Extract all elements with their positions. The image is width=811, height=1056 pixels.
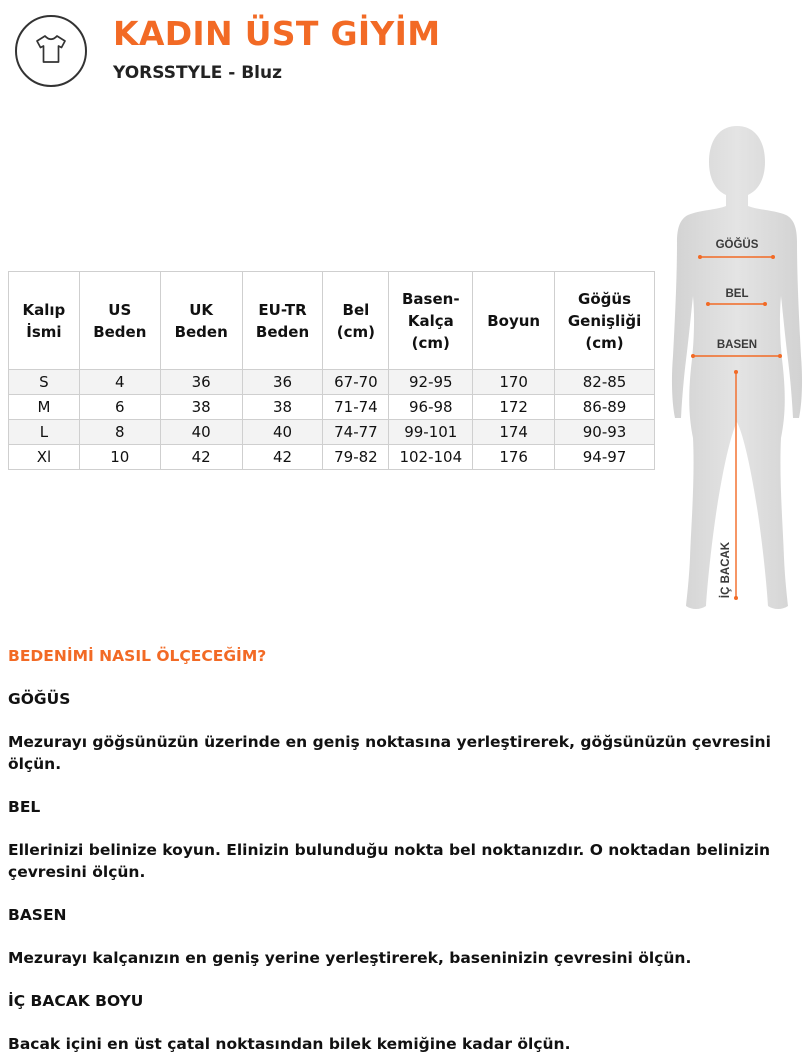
table-cell: 102-104 bbox=[389, 445, 473, 470]
label-chest: GÖĞÜS bbox=[715, 239, 759, 251]
table-cell: 94-97 bbox=[555, 445, 655, 470]
table-cell: 82-85 bbox=[555, 370, 655, 395]
chest-marker-dot bbox=[771, 255, 775, 259]
page-title: KADIN ÜST GİYİM bbox=[113, 14, 441, 53]
body-silhouette bbox=[672, 126, 802, 609]
table-cell: S bbox=[9, 370, 80, 395]
label-hip: BASEN bbox=[716, 339, 758, 351]
table-row bbox=[9, 395, 655, 420]
table-cell: 176 bbox=[473, 445, 555, 470]
section-title-waist: BEL bbox=[8, 798, 41, 816]
table-cell: M bbox=[9, 395, 80, 420]
header-uk-beden: UK Beden bbox=[160, 272, 242, 370]
waist-marker-dot bbox=[706, 302, 710, 306]
table-cell: 71-74 bbox=[323, 395, 389, 420]
chest-marker-dot bbox=[698, 255, 702, 259]
table-cell: 172 bbox=[473, 395, 555, 420]
table-cell: 40 bbox=[160, 420, 242, 445]
table-row bbox=[9, 445, 655, 470]
table-cell: 74-77 bbox=[323, 420, 389, 445]
table-cell: 6 bbox=[79, 395, 160, 420]
table-cell: 42 bbox=[160, 445, 242, 470]
product-subtitle: YORSSTYLE - Bluz bbox=[113, 63, 282, 83]
body-measurement-figure bbox=[664, 118, 811, 620]
inseam-marker-dot bbox=[734, 596, 738, 600]
table-cell: 36 bbox=[242, 370, 323, 395]
table-cell: 36 bbox=[160, 370, 242, 395]
instructions-heading: BEDENİMİ NASIL ÖLÇECEĞİM? bbox=[8, 647, 267, 665]
header-eu-tr-beden: EU-TR Beden bbox=[242, 272, 323, 370]
measurement-instructions bbox=[8, 645, 803, 1055]
table-cell: 8 bbox=[79, 420, 160, 445]
table-cell: 96-98 bbox=[389, 395, 473, 420]
table-cell: 4 bbox=[79, 370, 160, 395]
waist-marker-dot bbox=[763, 302, 767, 306]
header-us-beden: US Beden bbox=[79, 272, 160, 370]
hip-marker-dot bbox=[691, 354, 695, 358]
table-cell: 99-101 bbox=[389, 420, 473, 445]
table-cell: 90-93 bbox=[555, 420, 655, 445]
table-cell: Xl bbox=[9, 445, 80, 470]
table-cell: 38 bbox=[160, 395, 242, 420]
label-waist: BEL bbox=[725, 288, 749, 300]
header-kalip-ismi: Kalıp İsmi bbox=[9, 272, 80, 370]
header-gogus-genisligi: Göğüs Genişliği (cm) bbox=[555, 272, 655, 370]
table-cell: 86-89 bbox=[555, 395, 655, 420]
table-row bbox=[9, 370, 655, 395]
inseam-marker-dot bbox=[734, 370, 738, 374]
section-title-chest: GÖĞÜS bbox=[8, 690, 71, 708]
section-title-hip: BASEN bbox=[8, 906, 67, 924]
header-bel: Bel (cm) bbox=[323, 272, 389, 370]
section-title-inseam: İÇ BACAK BOYU bbox=[8, 992, 144, 1010]
table-cell: L bbox=[9, 420, 80, 445]
table-cell: 174 bbox=[473, 420, 555, 445]
section-text-chest: Mezurayı göğsünüzün üzerinde en geniş noktasına yerleştirerek, göğsünüzün çevresini ölçün. bbox=[8, 733, 771, 773]
table-cell: 38 bbox=[242, 395, 323, 420]
table-cell: 40 bbox=[242, 420, 323, 445]
table-cell: 79-82 bbox=[323, 445, 389, 470]
tshirt-icon bbox=[33, 32, 69, 70]
label-inseam: İÇ BACAK bbox=[720, 541, 732, 599]
section-text-inseam: Bacak içini en üst çatal noktasından bilek kemiğine kadar ölçün. bbox=[8, 1035, 571, 1053]
table-row bbox=[9, 420, 655, 445]
table-cell: 170 bbox=[473, 370, 555, 395]
table-cell: 42 bbox=[242, 445, 323, 470]
hip-marker-dot bbox=[778, 354, 782, 358]
header-boyun: Boyun bbox=[473, 272, 555, 370]
section-text-waist: Ellerinizi belinize koyun. Elinizin bulunduğu nokta bel noktanızdır. O noktadan belinizin çevresini ölçün. bbox=[8, 841, 771, 881]
section-text-hip: Mezurayı kalçanızın en geniş yerine yerleştirerek, baseninizin çevresini ölçün. bbox=[8, 949, 692, 967]
category-logo bbox=[15, 15, 87, 87]
header-basen-kalca: Basen- Kalça (cm) bbox=[389, 272, 473, 370]
table-cell: 10 bbox=[79, 445, 160, 470]
table-header-row bbox=[9, 272, 655, 370]
size-table bbox=[8, 271, 655, 470]
table-cell: 67-70 bbox=[323, 370, 389, 395]
table-cell: 92-95 bbox=[389, 370, 473, 395]
